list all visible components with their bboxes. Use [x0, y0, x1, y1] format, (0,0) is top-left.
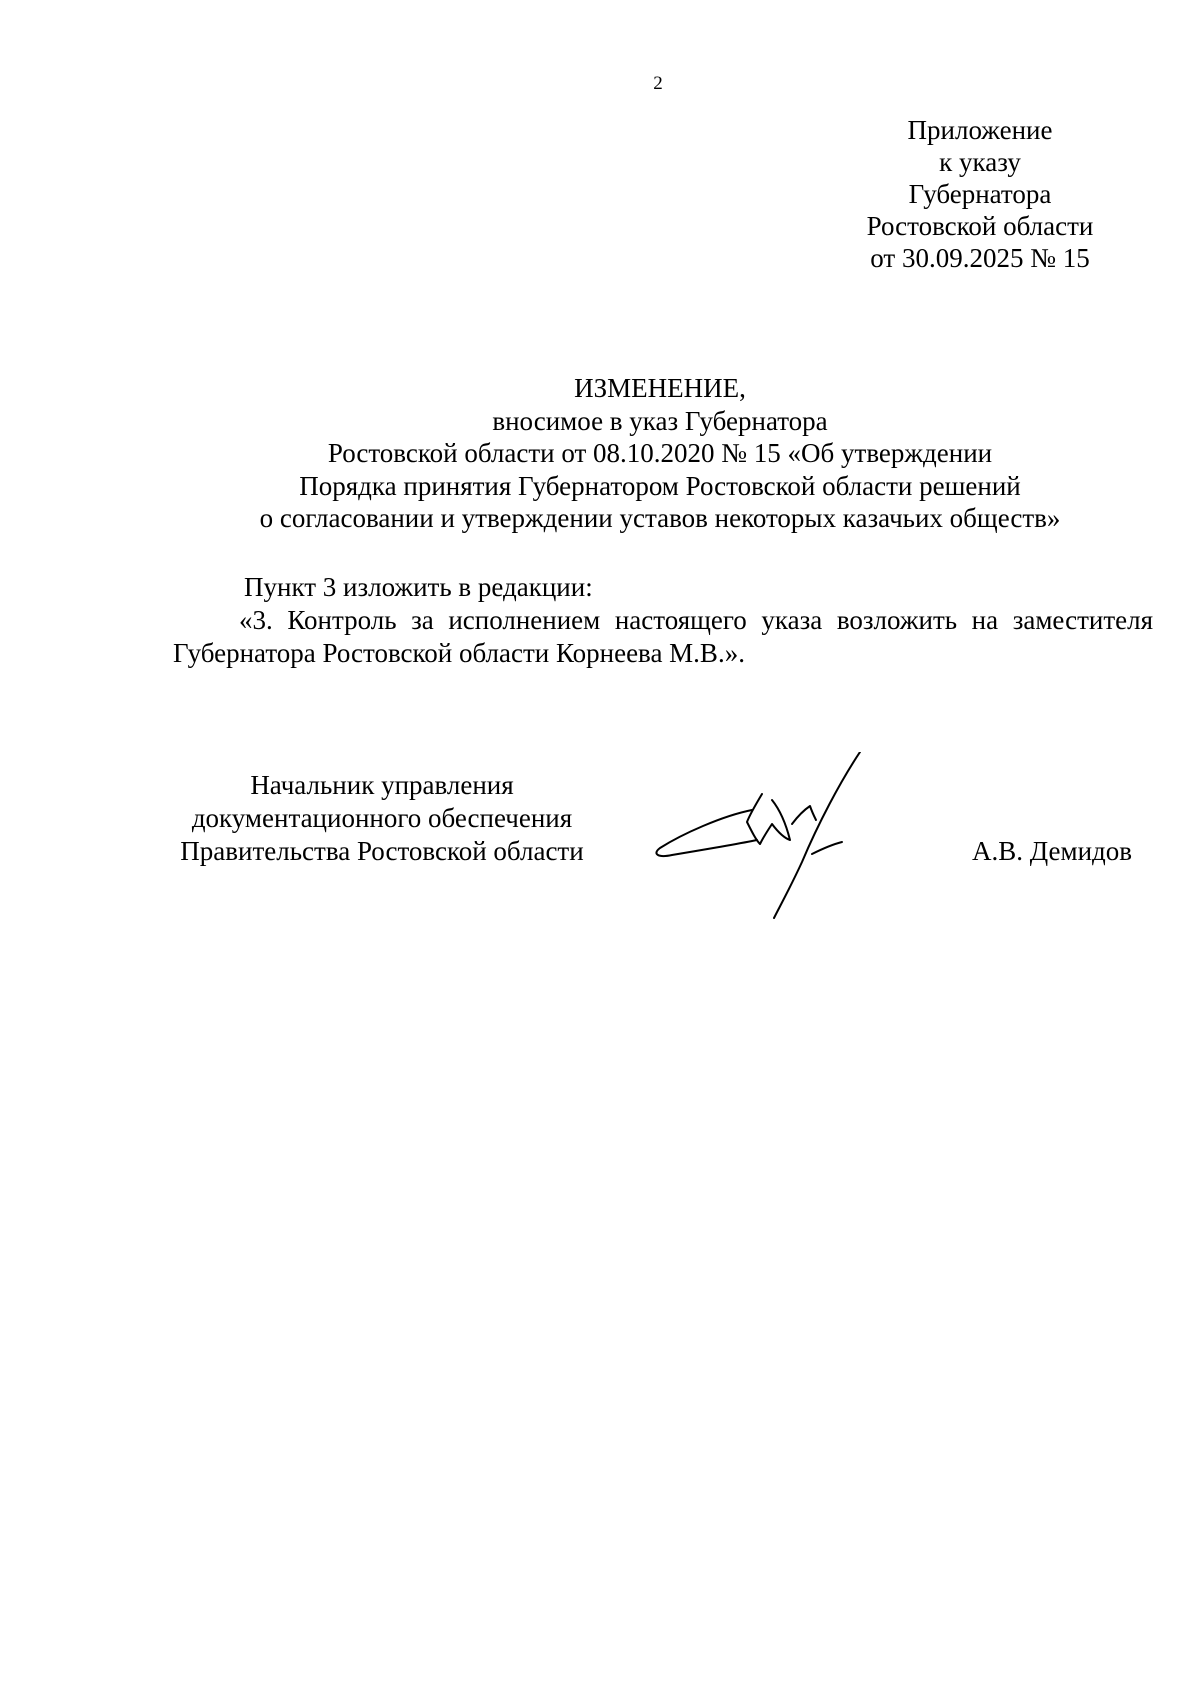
signatory-title-line: документационного обеспечения: [191, 803, 573, 833]
appendix-line: Губернатора: [908, 179, 1052, 209]
appendix-line: Ростовской области: [866, 211, 1094, 241]
signatory-name: А.В. Демидов: [972, 836, 1133, 866]
body-paragraph: Пункт 3 изложить в редакции:: [244, 572, 593, 602]
signatory-title: [172, 769, 592, 868]
document-heading: [170, 372, 1150, 535]
appendix-line: от 30.09.2025 № 15: [870, 243, 1090, 273]
signatory-title-line: Правительства Ростовской области: [180, 836, 584, 866]
appendix-line: Приложение: [907, 115, 1053, 145]
heading-line: Порядка принятия Губернатором Ростовской области решений: [299, 470, 1021, 501]
body-paragraph: «3. Контроль за исполнением настоящего указа возложить на заместителя Губернатора Ростовской области Корнеева М.В.».: [173, 605, 1153, 668]
heading-line: вносимое в указ Губернатора: [492, 405, 828, 436]
appendix-line: к указу: [939, 147, 1021, 177]
signatory-title-line: Начальник управления: [250, 770, 514, 800]
page-number: 2: [653, 73, 663, 94]
heading-line: Ростовской области от 08.10.2020 № 15 «Об утверждении: [327, 438, 993, 468]
heading-title: ИЗМЕНЕНИЕ,: [574, 373, 746, 403]
handwritten-signature: [652, 752, 922, 922]
heading-line: о согласовании и утверждении уставов некоторых казачьих обществ»: [259, 503, 1061, 533]
document-body: [173, 571, 1153, 670]
appendix-block: [830, 114, 1130, 274]
